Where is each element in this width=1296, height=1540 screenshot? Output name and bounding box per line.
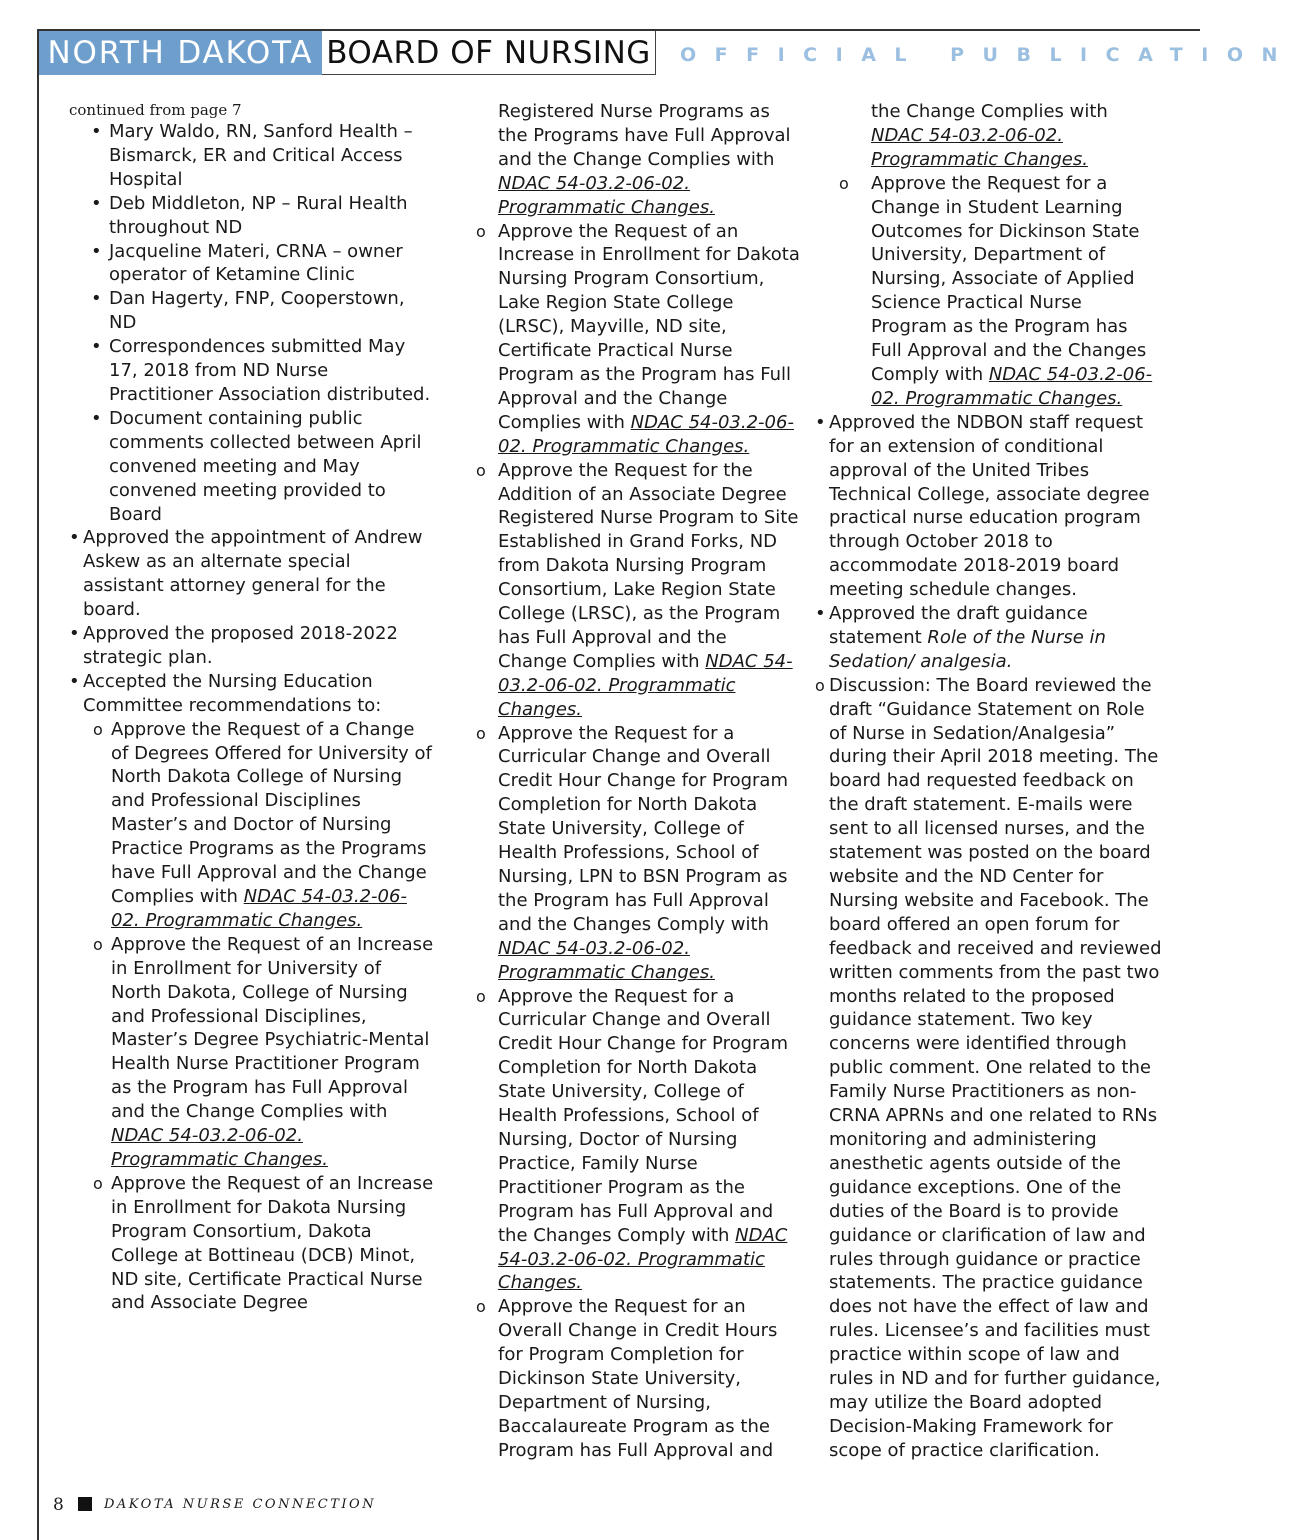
rule-reference: NDAC 54-03.2-06-02. Programmatic Changes. (111, 886, 407, 931)
recommendation-item (815, 172, 1163, 411)
rule-reference: NDAC 54-03.2-06-02. Programmatic Changes. (111, 1125, 328, 1170)
continued-note: continued from page 7 (69, 101, 242, 119)
footer-square-icon (78, 1497, 92, 1511)
rule-reference: NDAC 54-03.2-06-02. Programmatic Changes. (498, 172, 715, 218)
rule-reference: NDAC 54-03.2-06-02. Programmatic Changes. (498, 937, 715, 983)
recommendation-text: Approve the Request of a Change of Degrees Offered for University of North Dakota College of Nursing and Professional Disciplines Master’s and Doctor of Nursing Practice Programs as the Programs have Full Approval and the Change Complies with (111, 718, 432, 907)
recommendation-item (476, 985, 800, 1296)
masthead-board: BOARD OF NURSING (322, 31, 656, 75)
page-border-left (37, 29, 39, 1540)
item-strategic-plan: • Approved the proposed 2018-2022 strategic plan. (69, 622, 434, 670)
rule-reference: NDAC 54-03.2-06-02. Programmatic Changes. (871, 363, 1153, 409)
recommendation-continued (815, 100, 1163, 172)
column-3 (815, 100, 1163, 1463)
recommendation-item (69, 933, 434, 1172)
member-item: • Dan Hagerty, FNP, Cooperstown, ND (69, 287, 434, 335)
recommendation-text: Approve the Request for a Change in Student Learning Outcomes for Dickinson State University, Department of Nursing, Associate of Applied Science Practical Nurse Program as the Program has Full Approval and the Changes Comply with (871, 172, 1147, 385)
item-education-committee: • Accepted the Nursing Education Committee recommendations to: (69, 670, 434, 718)
item-guidance (815, 602, 1163, 674)
item-extension: • Approved the NDBON staff request for an extension of conditional approval of the United Tribes Technical College, associate degree practical nurse education program through October 2018 to accommodate 2018-2019 board meeting schedule changes. (815, 411, 1163, 602)
recommendation-item: o Approve the Request of an Increase in Enrollment for Dakota Nursing Program Consortium, Dakota College at Bottineau (DCB) Minot, ND site, Certificate Practical Nurse and Associate Degree (69, 1172, 434, 1315)
rule-reference: NDAC 54-03.2-06-02. Programmatic Changes. (498, 411, 794, 457)
recommendation-continued (476, 100, 800, 220)
recommendation-item: o Approve the Request for an Overall Change in Credit Hours for Program Completion for Dickinson State University, Department of Nursing, Baccalaureate Program as the Program has Full Approval and (476, 1295, 800, 1462)
masthead-state: NORTH DAKOTA (39, 31, 322, 75)
discussion-paragraph: o Discussion: The Board reviewed the draft “Guidance Statement on Role of Nurse in Sedation/Analgesia” during their April 2018 meeting. The board had requested feedback on the draft statement. E-mails were sent to all licensed nurses, and the statement was posted on the board website and the ND Center for Nursing website and Facebook. The board offered an open forum for feedback and received and reviewed written comments from the past two months related to the proposed guidance statement. Two key concerns were identified through public comment. One related to the Family Nurse Practitioners as non-CRNA APRNs and one related to RNs monitoring and administering anesthetic agents outside of the guidance exceptions. One of the duties of the Board is to provide guidance or clarification of law and rules through guidance or practice statements. The practice guidance does not have the effect of law and rules. Licensee’s and facilities must practice within scope of law and rules in ND and for further guidance, may utilize the Board adopted Decision-Making Framework for scope of practice clarification. (815, 674, 1163, 1463)
recommendation-text: Approve the Request of an Increase in Enrollment for University of North Dakota, College of Nursing and Professional Disciplines, Master’s Degree Psychiatric-Mental Health Nurse Practitioner Program as the Program has Full Approval and the Change Complies with (111, 933, 434, 1123)
recommendation-item (69, 718, 434, 933)
recommendation-text: Approve the Request of an Increase in Enrollment for Dakota Nursing Program Consortium, Lake Region State College (LRSC), Mayville, ND site, Certificate Practical Nurse Program as the Program has Full Approval and the Change Complies with (498, 220, 800, 433)
item-attorney: • Approved the appointment of Andrew Askew as an alternate special assistant attorney general for the board. (69, 526, 434, 622)
recommendation-item (476, 220, 800, 459)
member-item: • Document containing public comments collected between April convened meeting and May convened meeting provided to Board (69, 407, 434, 527)
recommendation-item (476, 459, 800, 722)
guidance-title: Role of the Nurse in Sedation/ analgesia. (829, 626, 1106, 672)
recommendation-text: Registered Nurse Programs as the Programs have Full Approval and the Change Complies with (498, 101, 791, 170)
recommendation-item (476, 722, 800, 985)
rule-reference: NDAC 54-03.2-06-02. Programmatic Changes. (498, 1224, 788, 1294)
rule-reference: NDAC 54-03.2-06-02. Programmatic Changes. (498, 650, 793, 720)
member-item: • Correspondences submitted May 17, 2018 from ND Nurse Practitioner Association distributed. (69, 335, 434, 407)
guidance-text: Approved the draft guidance statement (829, 603, 1088, 648)
magazine-name: DAKOTA NURSE CONNECTION (104, 1497, 377, 1512)
member-item: • Jacqueline Materi, CRNA – owner operator of Ketamine Clinic (69, 240, 434, 288)
recommendation-text: the Change Complies with (871, 101, 1108, 122)
member-item: • Mary Waldo, RN, Sanford Health – Bismarck, ER and Critical Access Hospital (69, 120, 434, 192)
rule-reference: NDAC 54-03.2-06-02. Programmatic Changes. (871, 124, 1088, 170)
recommendation-text: Approve the Request for a Curricular Change and Overall Credit Hour Change for Program Completion for North Dakota State University, College of Health Professions, School of Nursing, LPN to BSN Program as the Program has Full Approval and the Changes Comply with (498, 722, 788, 935)
member-item: • Deb Middleton, NP – Rural Health throughout ND (69, 192, 434, 240)
column-2 (476, 100, 800, 1463)
recommendation-text: Approve the Request for the Addition of an Associate Degree Registered Nurse Program to Site Established in Grand Forks, ND from Dakota Nursing Program Consortium, Lake Region State College (LRSC), as the Program has Full Approval and the Change Complies with (498, 459, 799, 672)
page-number: 8 (53, 1495, 64, 1515)
recommendation-text: Approve the Request for a Curricular Change and Overall Credit Hour Change for Program Completion for North Dakota State University, College of Health Professions, School of Nursing, Doctor of Nursing Practice, Family Nurse Practitioner Program as the Program has Full Approval and the Changes Comply with (498, 985, 788, 1246)
column-1 (69, 100, 434, 1315)
masthead-tagline: OFFICIAL PUBLICATION (680, 44, 1296, 66)
